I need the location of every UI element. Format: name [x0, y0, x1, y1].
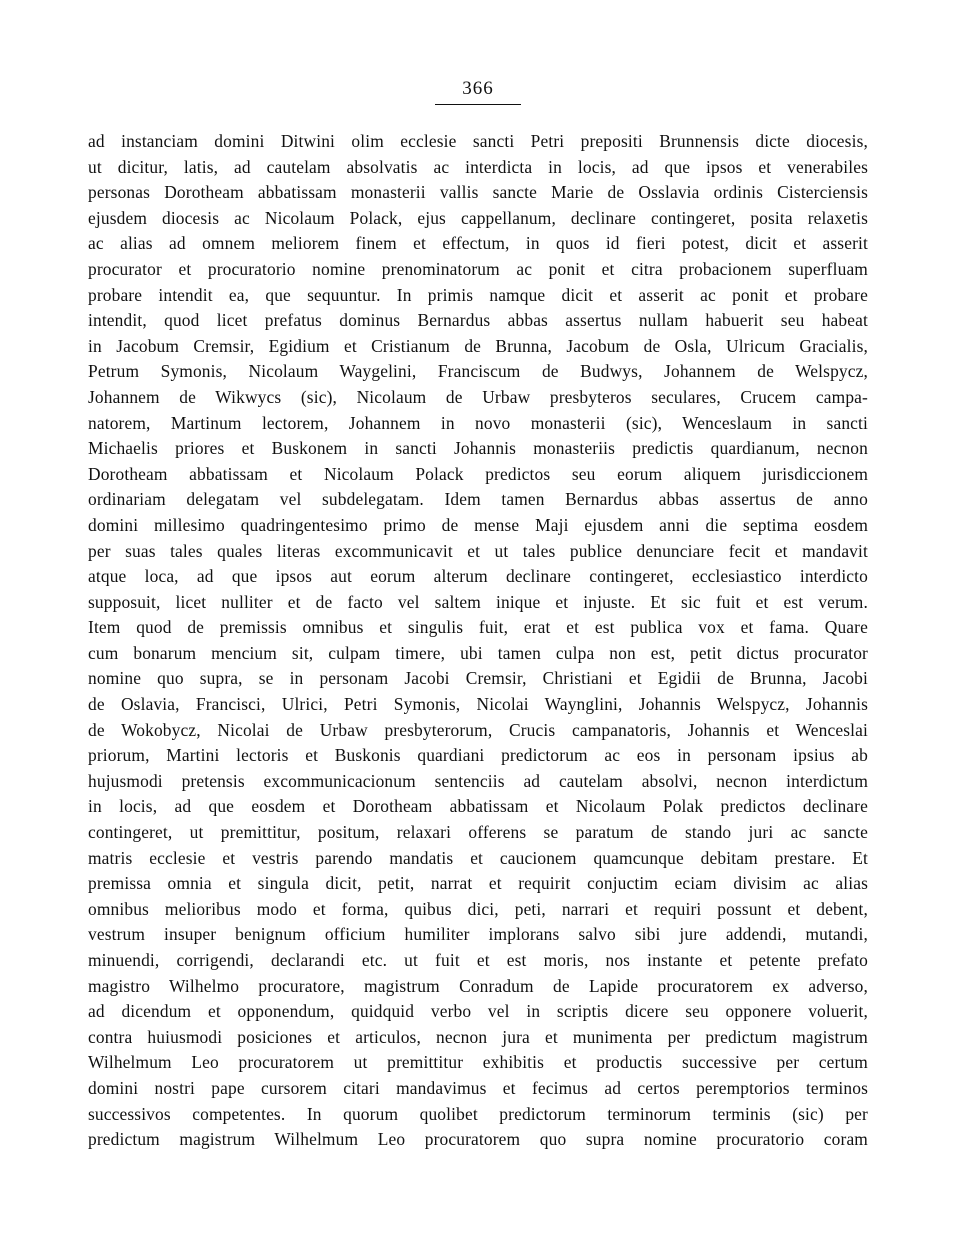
- text-line: contra huiusmodi posiciones et articulos, necnon jura et munimenta per predictum magistrum: [88, 1026, 868, 1047]
- text-line: minuendi, corrigendi, declarandi etc. ut fuit et est moris, nos instante et petente prefato: [88, 950, 868, 970]
- text-line: in locis, ad que eosdem et Dorotheam abbatissam et Nicolaum Polak predictos declinare: [88, 796, 868, 817]
- text-line: matris ecclesie et vestris parendo mandatis et caucionem quamcunque debitam prestare. Et: [88, 847, 868, 868]
- text-line: ac alias ad omnem meliorem finem et effectum, in quos id fieri potest, dicit et asserit: [88, 233, 868, 254]
- text-line: intendit, quod licet prefatus dominus Bernardus abbas assertus nullam habuerit seu habeat: [88, 310, 868, 331]
- text-line: personas Dorotheam abbatissam monasterii vallis sancte Marie de Osslavia ordinis Cisterciensis: [88, 182, 868, 203]
- text-line: per suas tales quales literas excommunicavit et ut tales publice denunciare fecit et mandavit: [88, 540, 868, 561]
- text-line: contingeret, ut premittitur, positum, relaxari offerens se paratum de stando juri ac sancte: [88, 822, 868, 843]
- page-number: 366: [462, 78, 494, 99]
- text-line: Petrum Symonis, Nicolaum Waygelini, Franciscum de Budwys, Johannem de Welspycz,: [88, 361, 868, 382]
- page-number-rule: [435, 104, 521, 105]
- text-line: ordinariam delegatam vel subdelegatam. Idem tamen Bernardus abbas assertus de anno: [88, 489, 868, 510]
- text-line: atque loca, ad que ipsos aut eorum alterum declinare contingeret, ecclesiastico interdicto: [88, 566, 868, 587]
- text-line: in Jacobum Cremsir, Egidium et Cristianum de Brunna, Jacobum de Osla, Ulricum Gracialis,: [88, 335, 868, 356]
- text-line: Johannem de Wikwycs (sic), Nicolaum de Urbaw presbyteros seculares, Crucem campa-: [88, 386, 868, 407]
- text-line: predictum magistrum Wilhelmum Leo procuratorem quo supra nomine procuratorio coram: [88, 1129, 868, 1150]
- text-line: hujusmodi pretensis excommunicacionum sentenciis ad cautelam absolvi, necnon interdictum: [88, 770, 868, 791]
- text-line: probare intendit ea, que sequuntur. In primis namque dicit et asserit ac ponit et probare: [88, 284, 868, 305]
- text-line: de Wokobycz, Nicolai de Urbaw presbyterorum, Crucis campanatoris, Johannis et Wenceslai: [88, 719, 868, 740]
- text-line: ad dicendum et opponendum, quidquid verbo vel in scriptis dicere seu opponere voluerit,: [88, 1001, 868, 1022]
- text-line: magistro Wilhelmo procuratore, magistrum Conradum de Lapide procuratorem ex adverso,: [88, 975, 868, 996]
- text-line: de Oslavia, Francisci, Ulrici, Petri Symonis, Nicolai Waynglini, Johannis Welspycz, Johannis: [88, 694, 868, 715]
- text-line: natorem, Martinum lectorem, Johannem in novo monasterii (sic), Wenceslaum in sancti: [88, 412, 868, 433]
- text-line: supposuit, licet nulliter et de facto vel saltem inique et injuste. Et sic fuit et est verum.: [88, 591, 868, 612]
- text-line: Dorotheam abbatissam et Nicolaum Polack predictos seu eorum aliquem jurisdiccionem: [88, 463, 868, 484]
- text-line: procurator et procuratorio nomine prenominatorum ac ponit et citra probacionem superfluam: [88, 258, 868, 279]
- text-line: Michaelis priores et Buskonem in sancti Johannis monasteriis predictis quardianum, necnon: [88, 438, 868, 459]
- text-line: ad instanciam domini Ditwini olim ecclesie sancti Petri prepositi Brunnensis dicte diocesis,: [88, 131, 868, 151]
- text-line: ejusdem diocesis ac Nicolaum Polack, ejus cappellanum, declinare contingeret, posita relaxetis: [88, 207, 868, 228]
- document-page: [88, 78, 868, 1153]
- text-line: cum bonarum mencium sit, culpam timere, ubi tamen culpa non est, petit dictus procurator: [88, 642, 868, 663]
- text-line: priorum, Martini lectoris et Buskonis quardiani predictorum ac eos in personam ipsius ab: [88, 745, 868, 766]
- text-line: domini nostri pape cursorem citari mandavimus et fecimus ad certos peremptorios terminos: [88, 1077, 868, 1098]
- text-line: Item quod de premissis omnibus et singulis fuit, erat et est publica vox et fama. Quare: [88, 617, 868, 638]
- text-line: domini millesimo quadringentesimo primo de mense Maji ejusdem anni die septima eosdem: [88, 514, 868, 535]
- text-line: omnibus melioribus modo et forma, quibus dici, peti, narrari et requiri possunt et debent,: [88, 898, 868, 919]
- text-line: Wilhelmum Leo procuratorem ut premittitur exhibitis et productis successive per certum: [88, 1052, 868, 1073]
- text-line: ut dicitur, latis, ad cautelam absolvatis ac interdicta in locis, ad que ipsos et venerabiles: [88, 156, 868, 177]
- body-text: [88, 129, 868, 1153]
- text-line: successivos competentes. In quorum quolibet predictorum terminorum terminis (sic) per: [88, 1103, 868, 1124]
- text-line: premissa omnia et singula dicit, petit, narrat et requirit conjuctim eciam divisim ac alias: [88, 873, 868, 894]
- text-line: vestrum insuper benignum officium humiliter implorans salvo sibi jure addendi, mutandi,: [88, 924, 868, 945]
- text-line: nomine quo supra, se in personam Jacobi Cremsir, Christiani et Egidii de Brunna, Jacobi: [88, 668, 868, 689]
